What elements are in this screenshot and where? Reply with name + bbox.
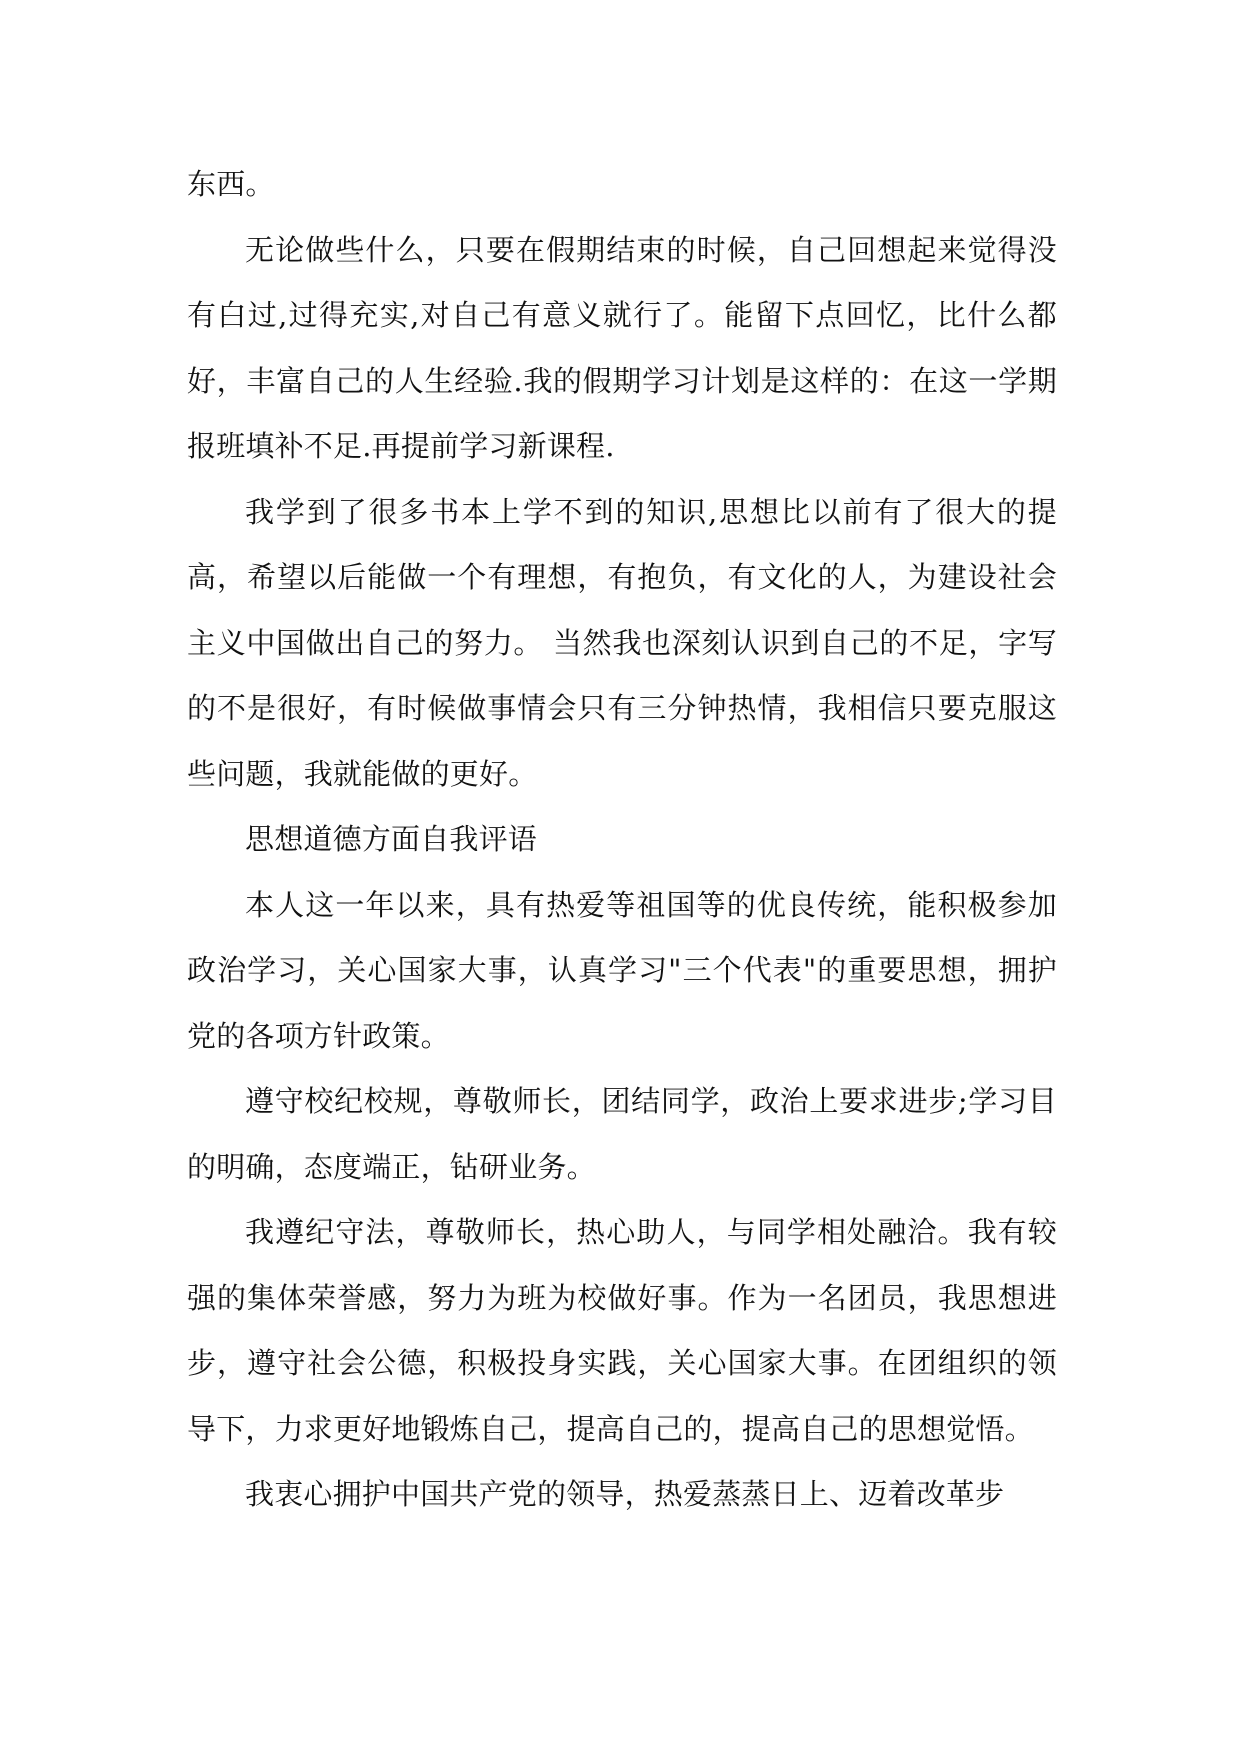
paragraph-vacation-reflection: 无论做些什么，只要在假期结束的时候，自己回想起来觉得没有白过,过得充实,对自己有意义就行了。能留下点回忆，比什么都好，丰富自己的人生经验.我的假期学习计划是这样的：在这一学期报班填补不足.再提前学习新课程. [187, 232, 1057, 463]
paragraph-learning-summary: 我学到了很多书本上学不到的知识,思想比以前有了很大的提高，希望以后能做一个有理想，有抱负，有文化的人，为建设社会主义中国做出自己的努力。 当然我也深刻认识到自己的不足，字写的不是很好，有时候做事情会只有三分钟热情，我相信只要克服这些问题，我就能做的更好。 [187, 494, 1057, 791]
section-heading-moral-self-evaluation: 思想道德方面自我评语 [245, 822, 538, 856]
paragraph-continuation: 东西。 [187, 167, 275, 201]
paragraph-school-discipline: 遵守校纪校规，尊敬师长，团结同学，政治上要求进步;学习目的明确，态度端正，钻研业务。 [187, 1084, 1057, 1184]
paragraph-party-support: 我衷心拥护中国共产党的领导，热爱蒸蒸日上、迈着改革步 [245, 1477, 1005, 1511]
document-body [187, 152, 1057, 1528]
paragraph-league-member: 我遵纪守法，尊敬师长，热心助人，与同学相处融洽。我有较强的集体荣誉感，努力为班为校做好事。作为一名团员，我思想进步，遵守社会公德，积极投身实践，关心国家大事。在团组织的领导下，力求更好地锻炼自己，提高自己的，提高自己的思想觉悟。 [187, 1215, 1057, 1446]
paragraph-patriotism: 本人这一年以来，具有热爱等祖国等的优良传统，能积极参加政治学习，关心国家大事，认真学习"三个代表"的重要思想，拥护党的各项方针政策。 [187, 887, 1057, 1053]
